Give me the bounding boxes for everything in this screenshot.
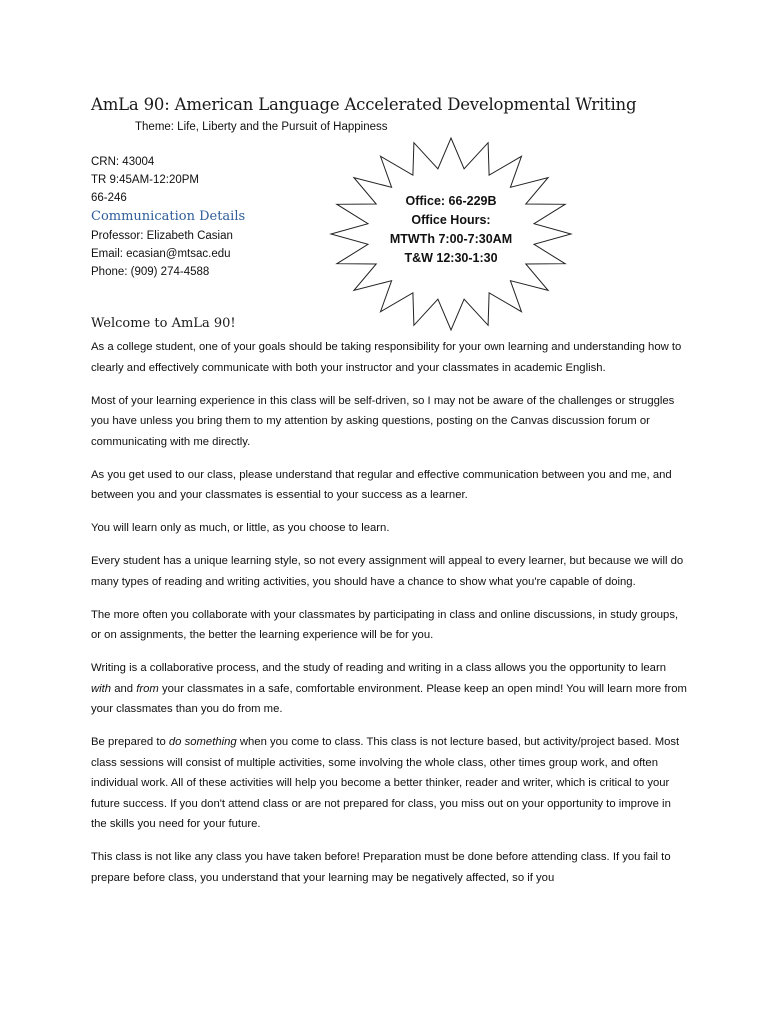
office-hours-tw: T&W 12:30-1:30	[404, 251, 498, 265]
schedule: TR 9:45AM-12:20PM	[91, 174, 200, 186]
welcome-heading: Welcome to AmLa 90!	[91, 316, 236, 331]
paragraph-text: and	[111, 682, 137, 695]
office-hours-starburst	[328, 136, 574, 332]
paragraph-text: This class is not like any class you have taken before! Preparation must be done before attending class. If you fail to prepare before class, you understand that your learning may be negatively affected, so if you	[91, 851, 671, 884]
body-paragraph	[91, 465, 689, 506]
phone-number: Phone: (909) 274-4588	[91, 266, 210, 278]
body-paragraph	[91, 605, 689, 646]
paragraph-text: Most of your learning experience in this class will be self-driven, so I may not be aware of the challenges or struggles you have unless you bring them to my attention by asking questions, posting on the Canvas discussion forum or communicating with me directly.	[91, 394, 675, 448]
office-hours-weekday: MTWTh 7:00-7:30AM	[389, 232, 513, 246]
paragraph-text: when you come to class. This class is not lecture based, but activity/project based. Most class sessions will consist of multiple activities, some involving the whole class, other times group work, and often individual work. All of these activities will help you become a better thinker, reader and writer, which is critical to your future success. If you don't attend class or are not prepared for class, you miss out on your opportunity to improve in the skills you need for your future.	[91, 736, 680, 830]
body-paragraph	[91, 847, 689, 888]
paragraph-text: The more often you collaborate with your classmates by participating in class and online discussions, in study groups, or on assignments, the better the learning experience will be for you.	[91, 608, 679, 641]
course-info	[91, 153, 245, 281]
body-paragraph	[91, 658, 689, 720]
paragraph-text: Be prepared to	[91, 736, 169, 748]
paragraph-text: Writing is a collaborative process, and the study of reading and writing in a class allows you the opportunity to learn	[91, 662, 666, 674]
emphasis-text: do something	[168, 736, 237, 748]
body-paragraph	[91, 518, 689, 539]
course-theme: Theme: Life, Liberty and the Pursuit of Happiness	[135, 121, 388, 133]
page-title: AmLa 90: American Language Accelerated Developmental Writing	[91, 95, 637, 114]
emphasis-text: with	[91, 682, 112, 695]
professor-name: Professor: Elizabeth Casian	[91, 230, 233, 242]
communication-heading: Communication Details	[91, 209, 246, 224]
office-number: Office: 66-229B	[405, 194, 497, 208]
room: 66-246	[91, 192, 127, 204]
body-paragraph	[91, 337, 689, 378]
body-paragraph	[91, 551, 689, 592]
paragraph-text: Every student has a unique learning style, so not every assignment will appeal to every learner, but because we will do many types of reading and writing activities, you should have a chance to show what you're capable of doing.	[91, 555, 684, 588]
welcome-body	[91, 337, 689, 901]
office-hours-text	[328, 192, 574, 268]
emphasis-text: from	[136, 682, 159, 695]
office-hours-label: Office Hours:	[411, 213, 491, 227]
paragraph-text: You will learn only as much, or little, as you choose to learn.	[91, 522, 390, 534]
body-paragraph	[91, 391, 689, 453]
body-paragraph	[91, 732, 689, 835]
paragraph-text: As a college student, one of your goals should be taking responsibility for your own learning and understanding how to clearly and effectively communicate with both your instructor and your classmates in academic English.	[91, 341, 682, 374]
paragraph-text: As you get used to our class, please understand that regular and effective communication between you and me, and between you and your classmates is essential to your success as a learner.	[91, 468, 672, 501]
paragraph-text: your classmates in a safe, comfortable environment. Please keep an open mind! You will learn more from your classmates than you do from me.	[91, 682, 687, 715]
crn: CRN: 43004	[91, 156, 155, 168]
email-address: Email: ecasian@mtsac.edu	[91, 248, 231, 260]
